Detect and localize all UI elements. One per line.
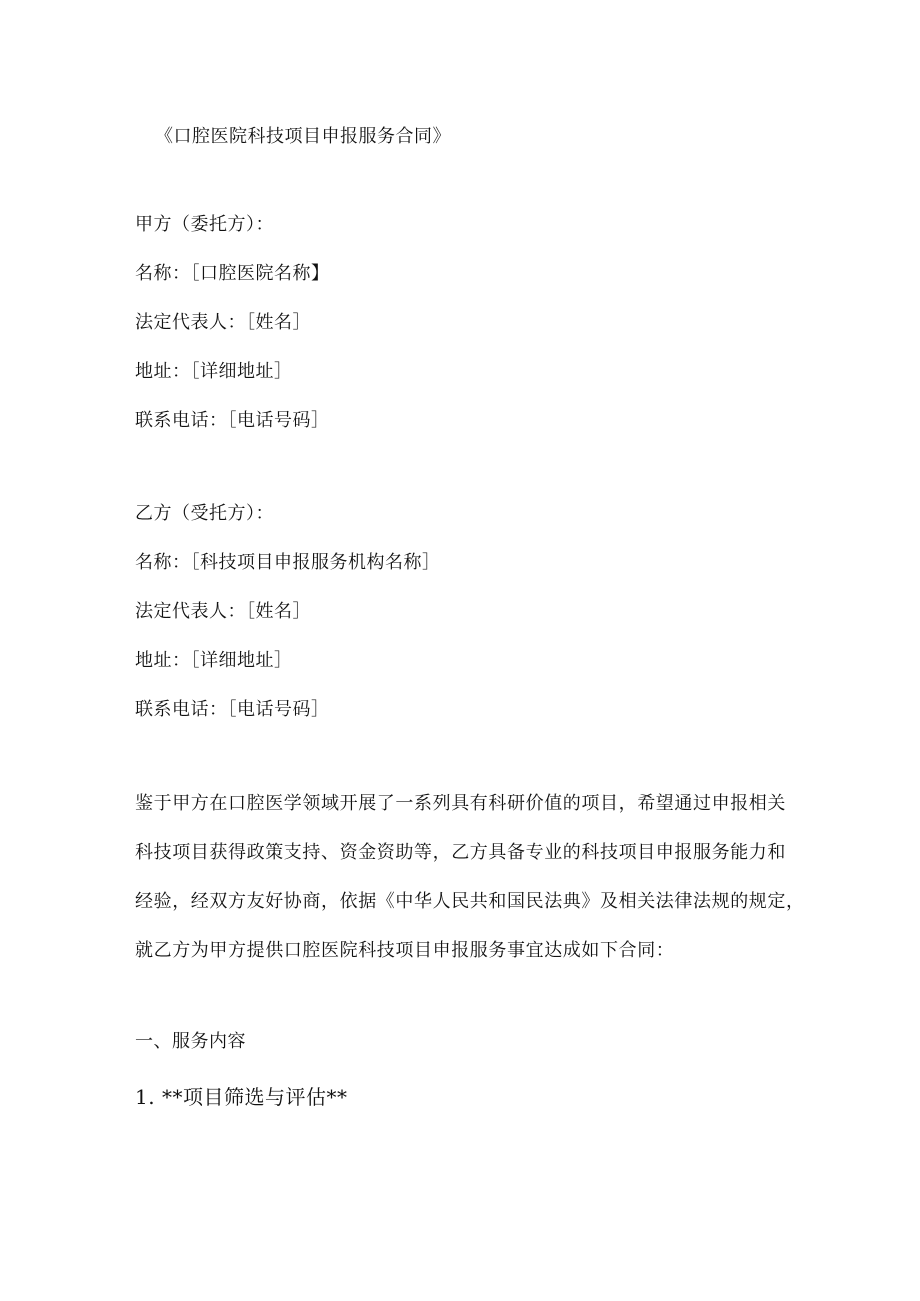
party-a-name: 名称：［口腔医院名称】 (135, 263, 330, 284)
party-b-phone: 联系电话：［电话号码］ (135, 699, 330, 720)
party-b-address: 地址：［详细地址］ (135, 650, 293, 671)
preamble-line: 经验，经双方友好协商，依据《中华人民共和国民法典》及相关法律法规的规定， (135, 891, 805, 912)
preamble-line: 鉴于甲方在口腔医学领域开展了一系列具有科研价值的项目，希望通过申报相关 (135, 793, 786, 814)
preamble-line: 科技项目获得政策支持、资金资助等，乙方具备专业的科技项目申报服务能力和 (135, 842, 786, 863)
preamble-paragraph (135, 779, 805, 975)
party-a-representative: 法定代表人：［姓名］ (135, 312, 311, 333)
party-b-name: 名称：［科技项目申报服务机构名称］ (135, 552, 441, 573)
party-a-phone: 联系电话：［电话号码］ (135, 410, 330, 431)
preamble-line: 就乙方为甲方提供口腔医院科技项目申报服务事宜达成如下合同： (135, 940, 675, 961)
party-a-heading: 甲方（委托方）： (135, 214, 274, 235)
section-heading-services: 一、服务内容 (135, 1031, 246, 1052)
contract-title: 《口腔医院科技项目申报服务合同》 (155, 126, 451, 147)
party-b-representative: 法定代表人：［姓名］ (135, 601, 311, 622)
service-item-1: 1. **项目筛选与评估** (135, 1085, 348, 1109)
party-a-address: 地址：［详细地址］ (135, 361, 293, 382)
party-b-heading: 乙方（受托方）： (135, 503, 274, 524)
